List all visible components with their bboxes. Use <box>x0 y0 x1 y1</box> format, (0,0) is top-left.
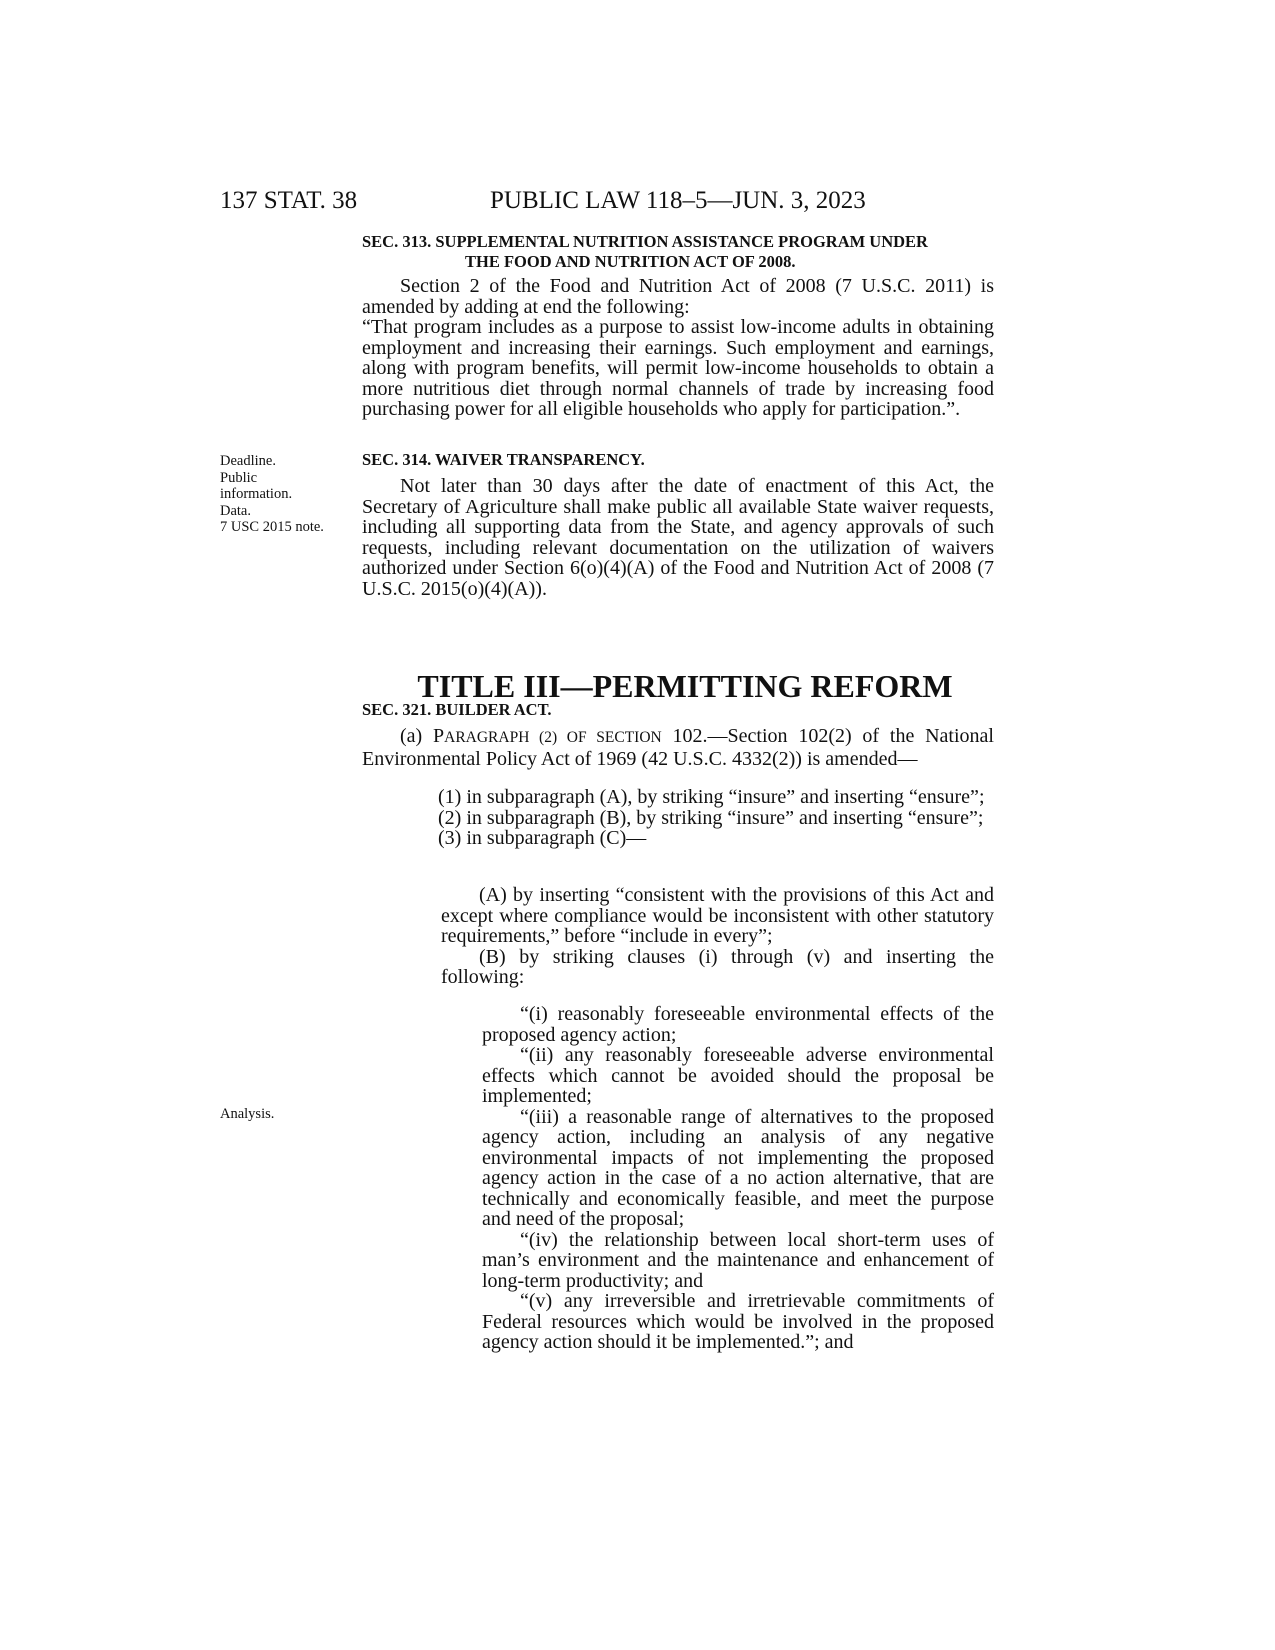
item-2: (2) in subparagraph (B), by striking “insure” and inserting “ensure”; <box>438 806 984 829</box>
margin-note-analysis: Analysis. <box>220 1106 275 1122</box>
clause-iv: “(iv) the relationship between local short-term uses of man’s environment and the maintenance and enhancement of long-term productivity; and <box>482 1228 994 1292</box>
sec-313-body <box>362 276 994 420</box>
sec-314-heading: SEC. 314. WAIVER TRANSPARENCY. <box>362 450 645 469</box>
sec-321-heading: SEC. 321. BUILDER ACT. <box>362 700 552 719</box>
margin-note-data: Data. <box>220 502 251 519</box>
sec-313-heading-line2: THE FOOD AND NUTRITION ACT OF 2008. <box>465 252 796 271</box>
sec-314-para: Not later than 30 days after the date of enactment of this Act, the Secretary of Agriculture shall make public all available State waiver requests, including all supporting data from the State, and agency approvals of such requests, including relevant documentation on the utilization of waivers authorized under Section 6(o)(4)(A) of the Food and Nutrition Act of 2008 (7 U.S.C. 2015(o)(4)(A)). <box>362 475 994 600</box>
title-iii-heading: TITLE III—PERMITTING REFORM <box>417 668 953 704</box>
sec-321-para-a <box>362 726 994 769</box>
clause-v: “(v) any irreversible and irretrievable commitments of Federal resources which would be involved in the proposed agency action should it be implemented.”; and <box>482 1290 994 1353</box>
margin-notes-sec-314 <box>220 453 360 536</box>
sec-313-heading <box>362 232 994 272</box>
sec-321-subparagraphs <box>441 885 994 988</box>
clause-ii: “(ii) any reasonably foreseeable adverse environmental effects which cannot be avoided should the proposal be implemented; <box>482 1044 994 1107</box>
sec-314-body <box>362 476 994 599</box>
sec-321-subsection-a <box>362 726 994 769</box>
margin-note-information: information. <box>220 486 293 502</box>
sec-321-items-1-2 <box>400 787 994 849</box>
subsection-a-text: 102.—Section 102(2) of the National Environmental Policy Act of 1969 (42 U.S.C. 4332(2)) is amended— <box>362 725 994 770</box>
law-title-header: PUBLIC LAW 118–5—JUN. 3, 2023 <box>490 187 866 214</box>
sec-313-para1: Section 2 of the Food and Nutrition Act of 2008 (7 U.S.C. 2011) is amended by adding at end the following: <box>362 275 994 318</box>
subsection-a-label: (a) P <box>400 725 445 747</box>
subparagraph-a: (A) by inserting “consistent with the provisions of this Act and except where compliance would be inconsistent with other statutory requirements,” before “include in every”; <box>441 884 994 947</box>
sec-313-heading-line1: SEC. 313. SUPPLEMENTAL NUTRITION ASSISTANCE PROGRAM UNDER <box>362 232 928 251</box>
item-1: (1) in subparagraph (A), by striking “insure” and inserting “ensure”; <box>438 786 985 808</box>
clause-i: “(i) reasonably foreseeable environmental effects of the proposed agency action; <box>482 1003 994 1046</box>
item-3: (3) in subparagraph (C)— <box>438 827 647 849</box>
subsection-a-smallcaps: ARAGRAPH (2) OF SECTION <box>444 729 662 746</box>
page-reference: 137 STAT. 38 <box>220 187 358 214</box>
clause-iii: “(iii) a reasonable range of alternatives to the proposed agency action, including an analysis of any negative environmental impacts of not implementing the proposed agency action in the case of a no action alternative, that are technically and economically feasible, and meet the purpose and need of the proposal; <box>482 1105 994 1230</box>
subparagraph-b: (B) by striking clauses (i) through (v) and inserting the following: <box>441 945 994 988</box>
margin-note-public: Public <box>220 469 258 486</box>
margin-note-usc: 7 USC 2015 note. <box>220 519 324 535</box>
sec-313-para2: “That program includes as a purpose to assist low-income adults in obtaining employment and increasing their earnings. Such employment and earnings, along with program benefits, will permit low-income households to obtain a more nutritious diet through normal channels of trade by increasing food purchasing power for all eligible households who apply for participation.”. <box>362 316 994 420</box>
sec-321-clauses <box>482 1004 994 1353</box>
margin-note-deadline: Deadline. <box>220 453 276 469</box>
